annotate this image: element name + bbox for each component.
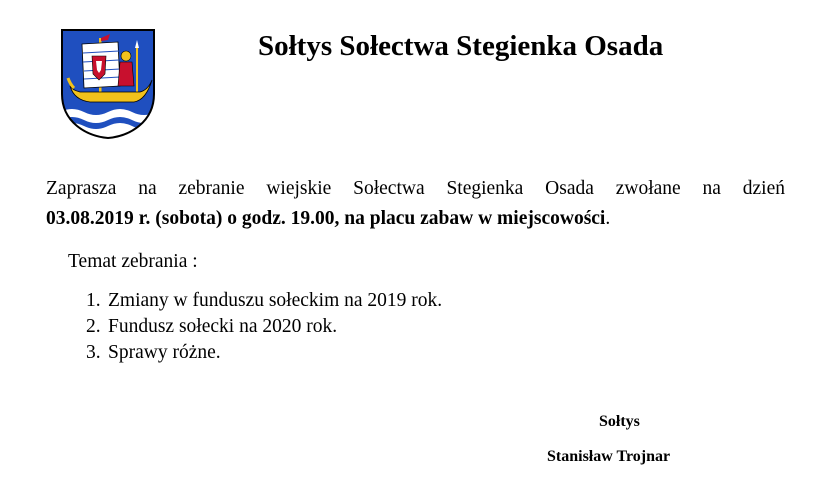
invitation-word: zwołane xyxy=(615,178,681,199)
coat-of-arms-icon xyxy=(60,28,156,140)
page-title: Sołtys Sołectwa Stegienka Osada xyxy=(258,30,664,62)
agenda-item xyxy=(86,314,442,340)
agenda-list xyxy=(86,288,442,366)
meeting-details: 03.08.2019 r. (sobota) o godz. 19.00, na placu zabaw w miejscowości xyxy=(46,208,606,229)
invitation-word: Osada xyxy=(545,178,594,199)
agenda-item xyxy=(86,340,442,366)
invitation-word: na xyxy=(138,178,157,199)
invitation-word: na xyxy=(702,178,721,199)
agenda-item-text: Fundusz sołecki na 2020 rok. xyxy=(108,316,338,337)
invitation-line-1 xyxy=(46,174,785,204)
meeting-details-end: . xyxy=(605,208,611,229)
invitation-word: Stegienka xyxy=(446,178,524,199)
invitation-word: wiejskie xyxy=(266,178,332,199)
invitation-word: Zaprasza xyxy=(46,178,117,199)
invitation-line-2 xyxy=(46,204,785,234)
agenda-item xyxy=(86,288,442,314)
agenda-heading: Temat zebrania : xyxy=(68,251,198,272)
signature-name: Stanisław Trojnar xyxy=(547,448,671,465)
agenda-item-number: 2. xyxy=(86,316,101,337)
invitation-word: Sołectwa xyxy=(353,178,425,199)
agenda-item-number: 3. xyxy=(86,342,101,363)
invitation-word: zebranie xyxy=(178,178,245,199)
agenda-item-text: Zmiany w funduszu sołeckim na 2019 rok. xyxy=(108,290,443,311)
signature-role: Sołtys xyxy=(599,413,640,430)
invitation-word: dzień xyxy=(742,178,785,199)
agenda-item-text: Sprawy różne. xyxy=(108,342,221,363)
invitation-paragraph xyxy=(46,174,785,234)
agenda-item-number: 1. xyxy=(86,290,101,311)
